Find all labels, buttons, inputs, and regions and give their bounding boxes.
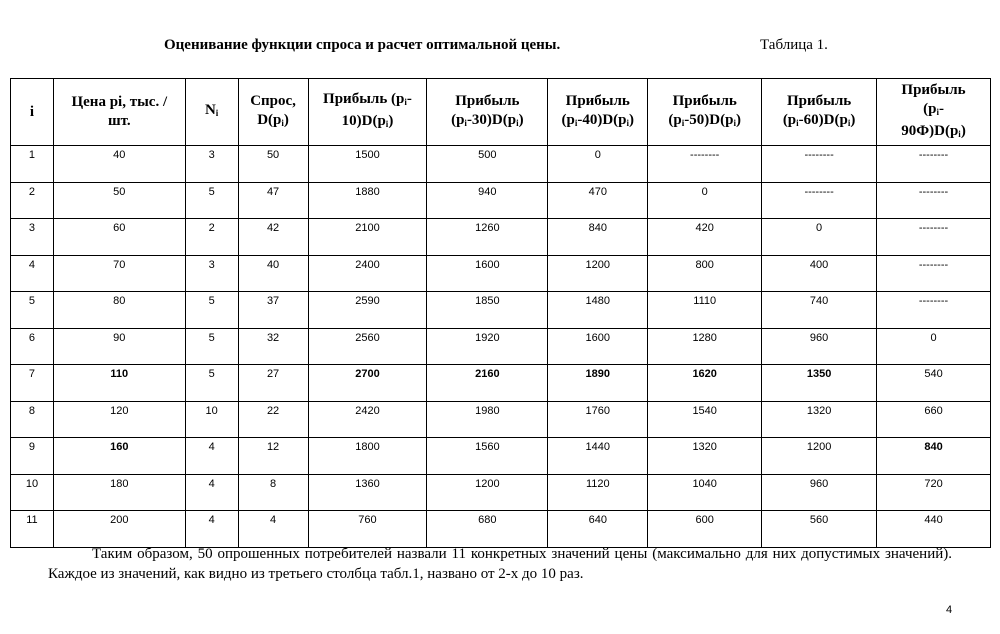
table-cell: 5 — [11, 292, 54, 329]
table-cell: 27 — [238, 365, 308, 402]
table-cell: 6 — [11, 328, 54, 365]
table-cell: 9 — [11, 438, 54, 475]
table-cell: 1890 — [548, 365, 648, 402]
body-paragraph: Таким образом, 50 опрошенных потребителей назвали 11 конкретных значений цены (максимально для них допустимых значений). Каждое из значений, как видно из третьего столбца табл.1, названо от 2-х до 10 раз. — [48, 546, 952, 582]
table-cell: 1320 — [762, 401, 877, 438]
table-cell: 740 — [762, 292, 877, 329]
table-cell: 4 — [185, 511, 238, 548]
table-cell: 1980 — [427, 401, 548, 438]
table-cell: 3 — [11, 219, 54, 256]
table-cell: 2 — [185, 219, 238, 256]
header-profit-90: Прибыль ($p_i-$ $90Ф)D(p_i)$ — [877, 79, 991, 146]
table-cell: 2560 — [308, 328, 427, 365]
table-cell: 4 — [185, 474, 238, 511]
table-row — [11, 328, 991, 365]
table-cell: 3 — [185, 146, 238, 183]
table-cell: -------- — [762, 146, 877, 183]
table-cell: 22 — [238, 401, 308, 438]
table-cell: 1480 — [548, 292, 648, 329]
table-row — [11, 365, 991, 402]
table-cell: 1760 — [548, 401, 648, 438]
table-cell: 400 — [762, 255, 877, 292]
table-cell: 5 — [185, 365, 238, 402]
table-cell: 0 — [762, 219, 877, 256]
table-cell: 60 — [53, 219, 185, 256]
table-cell: 440 — [877, 511, 991, 548]
table-cell: 160 — [53, 438, 185, 475]
table-cell: 1120 — [548, 474, 648, 511]
table-cell: 1320 — [648, 438, 762, 475]
table-label: Таблица 1. — [760, 37, 828, 53]
table-cell: 940 — [427, 182, 548, 219]
table-cell: 2590 — [308, 292, 427, 329]
table-cell: 1200 — [427, 474, 548, 511]
table-cell: 42 — [238, 219, 308, 256]
table-cell: 10 — [185, 401, 238, 438]
table-cell: 720 — [877, 474, 991, 511]
header-row — [11, 79, 991, 146]
table-cell: 2100 — [308, 219, 427, 256]
table-cell: 5 — [185, 292, 238, 329]
table-cell: 110 — [53, 365, 185, 402]
table-cell: 200 — [53, 511, 185, 548]
table-cell: 2160 — [427, 365, 548, 402]
table-cell: 7 — [11, 365, 54, 402]
table-cell: 470 — [548, 182, 648, 219]
table-cell: 37 — [238, 292, 308, 329]
table-cell: 640 — [548, 511, 648, 548]
table-cell: 1350 — [762, 365, 877, 402]
table-cell: 0 — [548, 146, 648, 183]
table-cell: 1560 — [427, 438, 548, 475]
table-cell: 1500 — [308, 146, 427, 183]
table-cell: -------- — [762, 182, 877, 219]
table-cell: 1600 — [427, 255, 548, 292]
table-cell: -------- — [648, 146, 762, 183]
table-cell: 960 — [762, 474, 877, 511]
table-cell: 800 — [648, 255, 762, 292]
table-cell: 50 — [238, 146, 308, 183]
table-cell: 1800 — [308, 438, 427, 475]
table-cell: 840 — [877, 438, 991, 475]
table-cell: 50 — [53, 182, 185, 219]
header-ni: $N_i$ — [185, 79, 238, 146]
table-cell: 8 — [238, 474, 308, 511]
table-cell: -------- — [877, 255, 991, 292]
table-row — [11, 255, 991, 292]
table-cell: 90 — [53, 328, 185, 365]
table-cell: 120 — [53, 401, 185, 438]
table-cell: 600 — [648, 511, 762, 548]
header-price: Цена pi, тыс. / шт. — [53, 79, 185, 146]
table-cell: 2420 — [308, 401, 427, 438]
table-cell: 1040 — [648, 474, 762, 511]
table-cell: 560 — [762, 511, 877, 548]
table-cell: 40 — [53, 146, 185, 183]
table-cell: 1920 — [427, 328, 548, 365]
table-cell: 2700 — [308, 365, 427, 402]
table-row — [11, 219, 991, 256]
table-cell: 10 — [11, 474, 54, 511]
table-cell: 1200 — [548, 255, 648, 292]
table-cell: -------- — [877, 292, 991, 329]
table-cell: 760 — [308, 511, 427, 548]
table-cell: 680 — [427, 511, 548, 548]
header-profit-40: Прибыль $(p_i-40)D(p_i)$ — [548, 79, 648, 146]
table-cell: 1260 — [427, 219, 548, 256]
page-number: 4 — [946, 604, 953, 616]
table-cell: 3 — [185, 255, 238, 292]
header-profit-30: Прибыль $(p_i-30)D(p_i)$ — [427, 79, 548, 146]
table-cell: 5 — [185, 182, 238, 219]
table-cell: -------- — [877, 182, 991, 219]
header-demand: Спрос, $D(p_i)$ — [238, 79, 308, 146]
table-cell: 1620 — [648, 365, 762, 402]
header-i: i — [11, 79, 54, 146]
table-cell: 540 — [877, 365, 991, 402]
table-row — [11, 474, 991, 511]
table-cell: 1540 — [648, 401, 762, 438]
header-profit-60: Прибыль $(p_i-60)D(p_i)$ — [762, 79, 877, 146]
table-cell: 8 — [11, 401, 54, 438]
table-cell: 4 — [11, 255, 54, 292]
table-cell: -------- — [877, 146, 991, 183]
table-title: Оценивание функции спроса и расчет оптимальной цены. — [164, 37, 561, 53]
table-cell: 0 — [877, 328, 991, 365]
table-row — [11, 292, 991, 329]
table-cell: 1850 — [427, 292, 548, 329]
table-cell: 11 — [11, 511, 54, 548]
table-cell: 70 — [53, 255, 185, 292]
table-row — [11, 146, 991, 183]
table-cell: -------- — [877, 219, 991, 256]
header-profit-10: Прибыль ($p_i-$ $10)D(p_i)$ — [308, 79, 427, 146]
table-cell: 960 — [762, 328, 877, 365]
table-cell: 1 — [11, 146, 54, 183]
table-cell: 47 — [238, 182, 308, 219]
table-cell: 0 — [648, 182, 762, 219]
table-cell: 4 — [238, 511, 308, 548]
table-cell: 1440 — [548, 438, 648, 475]
table-cell: 1880 — [308, 182, 427, 219]
header-profit-50: Прибыль $(p_i-50)D(p_i)$ — [648, 79, 762, 146]
table-cell: 40 — [238, 255, 308, 292]
table-cell: 1600 — [548, 328, 648, 365]
table-row — [11, 511, 991, 548]
table-row — [11, 401, 991, 438]
table-cell: 5 — [185, 328, 238, 365]
table-cell: 2400 — [308, 255, 427, 292]
table-cell: 4 — [185, 438, 238, 475]
table-cell: 500 — [427, 146, 548, 183]
table-cell: 1110 — [648, 292, 762, 329]
table-cell: 1280 — [648, 328, 762, 365]
table-cell: 1360 — [308, 474, 427, 511]
table-cell: 420 — [648, 219, 762, 256]
table-row — [11, 438, 991, 475]
demand-table — [10, 78, 991, 548]
table-cell: 840 — [548, 219, 648, 256]
table-row — [11, 182, 991, 219]
table-cell: 2 — [11, 182, 54, 219]
table-cell: 660 — [877, 401, 991, 438]
table-cell: 12 — [238, 438, 308, 475]
table-cell: 1200 — [762, 438, 877, 475]
table-cell: 80 — [53, 292, 185, 329]
table-cell: 180 — [53, 474, 185, 511]
table-cell: 32 — [238, 328, 308, 365]
